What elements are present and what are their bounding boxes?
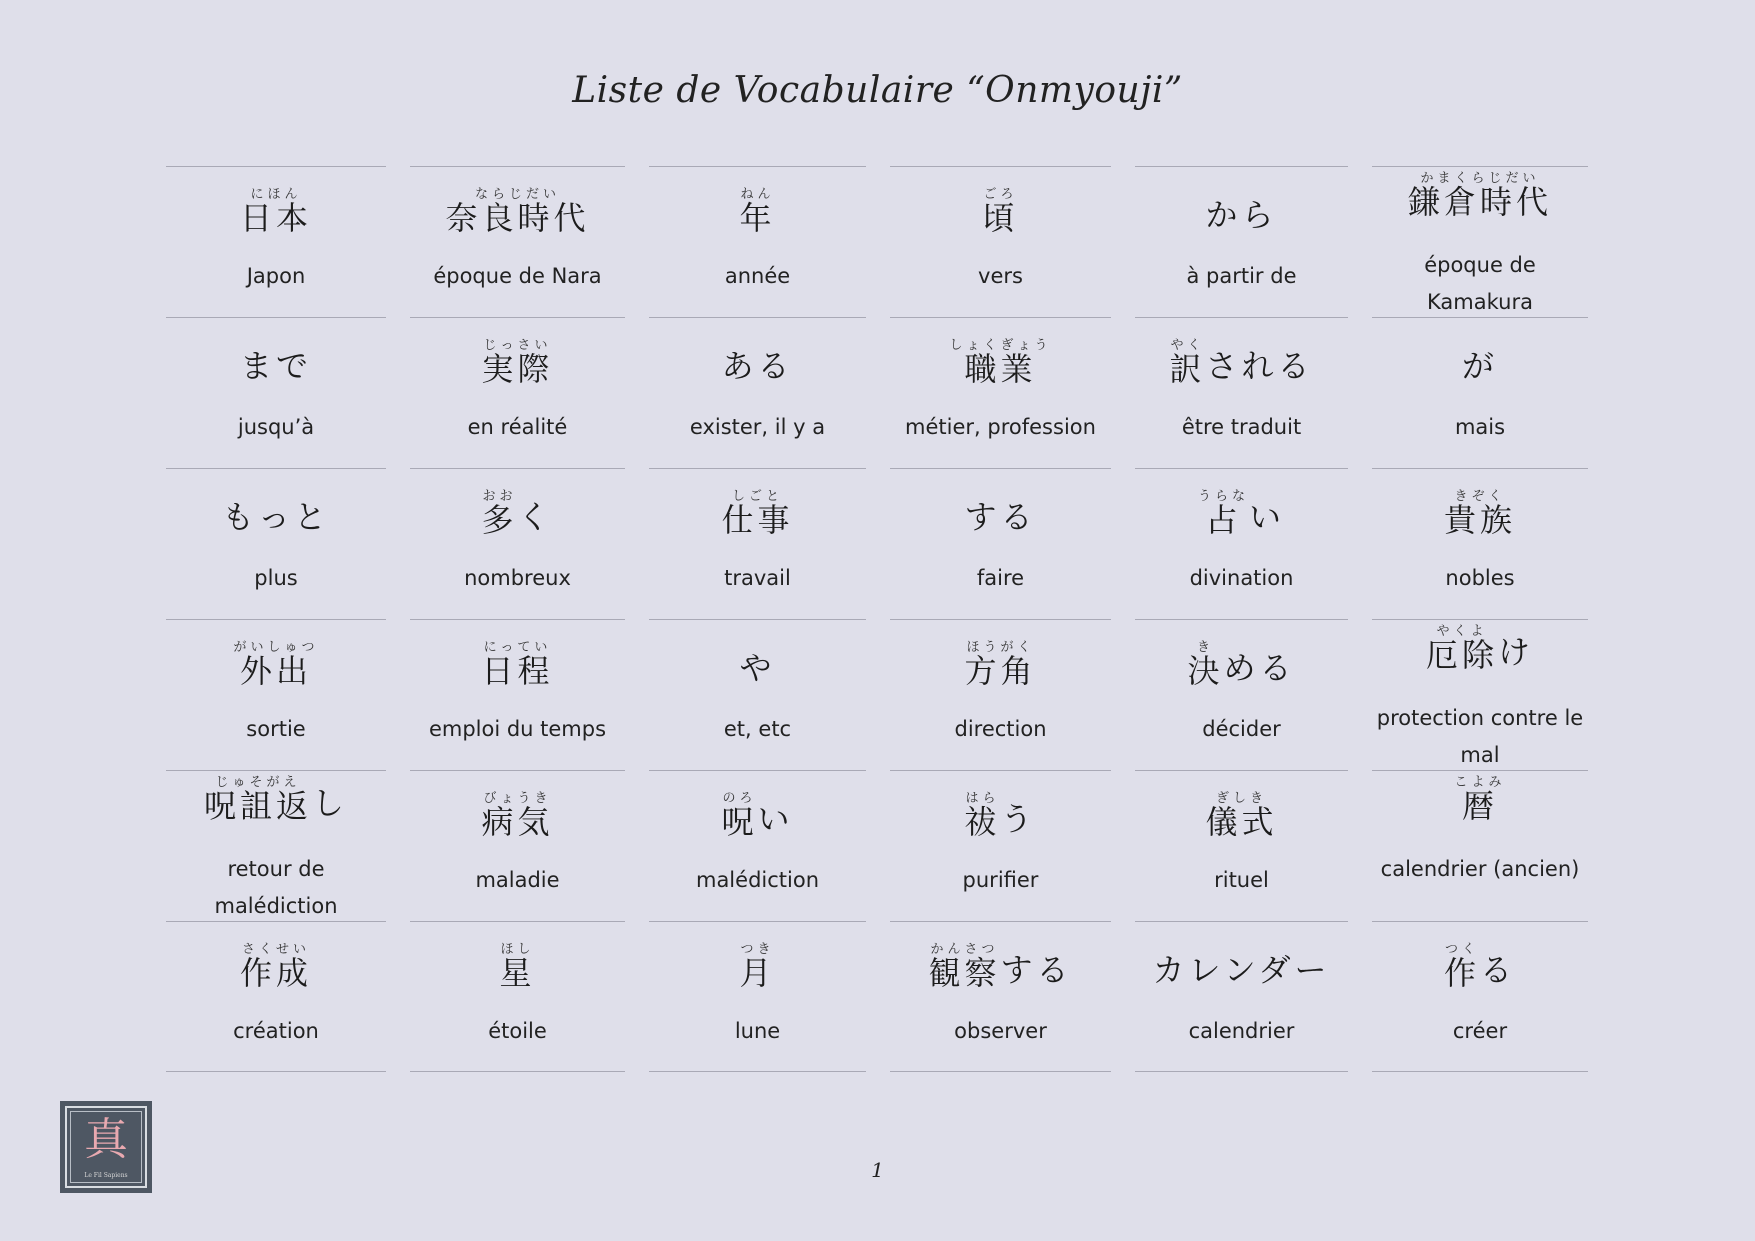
logo-kanji: 真 (84, 1114, 128, 1165)
vocab-cell (410, 468, 625, 618)
vocab-word (1135, 926, 1348, 1010)
vocab-meaning: purifier (962, 868, 1039, 892)
vocab-meaning: créer (1452, 1019, 1508, 1043)
vocab-kanji: 暦こよみ (1454, 775, 1506, 825)
vocab-kanji: カレンダー (1152, 951, 1331, 989)
furigana: おお (481, 489, 518, 504)
vocab-cell (890, 468, 1111, 618)
vocab-cell (166, 770, 386, 920)
vocab-cell (890, 921, 1111, 1072)
vocab-kanji: もっと (221, 498, 330, 536)
vocab-kanji: 呪のろ (721, 791, 758, 841)
furigana: うらな (1197, 489, 1249, 504)
vocab-meaning: année (724, 264, 791, 288)
vocab-meaning: époque de Kamakura (1424, 253, 1536, 314)
furigana: つき (739, 942, 776, 957)
vocab-cell (1372, 770, 1588, 920)
vocab-meaning: sortie (246, 717, 306, 741)
vocab-word (166, 926, 386, 1010)
vocab-kanji: 月つき (739, 942, 776, 992)
vocab-word (1372, 608, 1588, 692)
furigana: つく (1443, 942, 1480, 957)
vocab-word (166, 759, 386, 843)
vocab-kanji: 実際じっさい (481, 338, 554, 388)
vocab-meaning: nombreux (464, 566, 571, 590)
vocab-cell (410, 921, 625, 1072)
vocab-word (166, 322, 386, 406)
vocab-kanji: 厄除やくよ (1425, 624, 1498, 674)
vocab-word (890, 171, 1111, 255)
vocab-cell (1372, 468, 1588, 618)
vocab-cell (166, 317, 386, 467)
vocab-word (890, 624, 1111, 708)
vocab-kanji: 儀式ぎしき (1205, 791, 1278, 841)
vocab-kanji: 日程にってい (481, 640, 554, 690)
vocab-meaning: divination (1189, 566, 1294, 590)
furigana: ねん (739, 187, 776, 202)
vocab-cell (166, 921, 386, 1072)
vocab-word (1135, 624, 1348, 708)
vocab-meaning: exister, il y a (689, 415, 826, 439)
vocab-cell (649, 468, 866, 618)
vocab-cell (649, 921, 866, 1072)
vocab-meaning: lune (734, 1019, 781, 1043)
vocab-kanji: 星ほし (499, 942, 536, 992)
vocab-kanji: け (1498, 633, 1535, 671)
vocab-word (166, 473, 386, 557)
vocab-kanji: まで (239, 347, 312, 385)
vocab-word (1135, 775, 1348, 859)
vocab-word (649, 473, 866, 557)
vocab-kanji: 訳やく (1169, 338, 1206, 388)
vocab-kanji: 奈良時代ならじだい (445, 187, 590, 237)
vocab-cell (166, 166, 386, 316)
vocab-kanji: い (1249, 498, 1286, 536)
vocab-word (410, 775, 625, 859)
vocab-cell (649, 770, 866, 920)
vocab-kanji: 頃ごろ (982, 187, 1019, 237)
vocab-word (410, 322, 625, 406)
vocab-cell (1372, 317, 1588, 467)
vocab-kanji: 貴族きぞく (1443, 489, 1516, 539)
vocab-kanji: 作つく (1443, 942, 1480, 992)
vocab-meaning: calendrier (1188, 1019, 1295, 1043)
vocab-kanji: 年ねん (739, 187, 776, 237)
vocab-word (1135, 171, 1348, 255)
vocab-cell (410, 770, 625, 920)
furigana: やくよ (1425, 624, 1498, 639)
vocab-cell (410, 166, 625, 316)
furigana: のろ (721, 791, 758, 806)
vocab-cell (166, 619, 386, 769)
vocab-kanji: から (1205, 196, 1278, 234)
furigana: かんさつ (928, 942, 1001, 957)
vocab-cell (1372, 619, 1588, 769)
vocab-kanji: する (1000, 951, 1073, 989)
furigana: ほし (499, 942, 536, 957)
vocab-word (649, 775, 866, 859)
vocab-kanji: 仕事しごと (721, 489, 794, 539)
vocab-word (410, 473, 625, 557)
furigana: しごと (721, 489, 794, 504)
vocab-meaning: nobles (1445, 566, 1515, 590)
vocab-meaning: étoile (488, 1019, 547, 1043)
furigana: ほうがく (964, 640, 1037, 655)
vocab-kanji: く (517, 498, 554, 536)
vocab-cell (1135, 317, 1348, 467)
vocab-cell (410, 317, 625, 467)
vocab-kanji: 作成さくせい (239, 942, 312, 992)
vocab-cell (890, 317, 1111, 467)
vocab-cell (649, 317, 866, 467)
vocab-meaning: travail (724, 566, 791, 590)
vocab-meaning: décider (1202, 717, 1281, 741)
furigana: ならじだい (445, 187, 590, 202)
vocab-meaning: vers (978, 264, 1023, 288)
furigana: さくせい (239, 942, 312, 957)
vocab-kanji: 多おお (481, 489, 518, 539)
vocab-cell (1135, 166, 1348, 316)
vocab-kanji: する (964, 498, 1037, 536)
vocab-meaning: époque de Nara (433, 264, 602, 288)
furigana: ごろ (982, 187, 1019, 202)
furigana: じゅそがえ (203, 775, 312, 790)
furigana: しょくぎょう (949, 338, 1052, 353)
vocab-kanji: 日本にほん (239, 187, 312, 237)
logo-caption: Le Fil Sapiens (84, 1172, 128, 1179)
vocab-kanji: い (757, 800, 794, 838)
vocab-word (410, 926, 625, 1010)
vocab-word (649, 926, 866, 1010)
vocab-word (1372, 926, 1588, 1010)
vocab-meaning: et, etc (723, 717, 792, 741)
vocab-kanji: 病気びょうき (481, 791, 554, 841)
vocab-word (410, 171, 625, 255)
vocab-kanji: される (1205, 347, 1314, 385)
vocab-meaning: Japon (246, 264, 306, 288)
vocab-word (1372, 473, 1588, 557)
vocab-word (166, 624, 386, 708)
furigana: やく (1169, 338, 1206, 353)
vocab-meaning: direction (954, 717, 1047, 741)
furigana: かまくらじだい (1407, 171, 1552, 186)
vocab-word (649, 322, 866, 406)
vocab-kanji: 観察かんさつ (928, 942, 1001, 992)
vocab-cell (890, 166, 1111, 316)
vocab-meaning: maladie (475, 868, 560, 892)
vocab-word (410, 624, 625, 708)
vocab-cell (649, 166, 866, 316)
vocab-cell (410, 619, 625, 769)
vocab-kanji: る (1480, 951, 1517, 989)
vocab-cell (166, 468, 386, 618)
vocab-kanji: や (739, 649, 776, 687)
vocab-cell (890, 770, 1111, 920)
vocab-meaning: en réalité (467, 415, 568, 439)
vocab-meaning: observer (954, 1019, 1047, 1043)
vocabulary-grid (0, 166, 1755, 1072)
vocab-meaning: être traduit (1181, 415, 1302, 439)
vocab-kanji: 職業しょくぎょう (949, 338, 1052, 388)
vocab-cell (1372, 166, 1588, 316)
vocab-kanji: が (1461, 347, 1498, 385)
vocab-kanji: 呪詛返じゅそがえ (203, 775, 312, 825)
vocab-cell (890, 619, 1111, 769)
furigana: きぞく (1443, 489, 1516, 504)
vocab-meaning: mais (1454, 415, 1506, 439)
vocab-word (649, 171, 866, 255)
vocab-cell (649, 619, 866, 769)
vocab-word (1135, 473, 1348, 557)
vocab-meaning: jusqu’à (237, 415, 315, 439)
vocab-kanji: 鎌倉時代かまくらじだい (1407, 171, 1552, 221)
vocab-meaning: malédiction (695, 868, 820, 892)
vocab-meaning: calendrier (ancien) (1380, 857, 1580, 881)
furigana: はら (964, 791, 1001, 806)
vocab-word (890, 926, 1111, 1010)
vocab-kanji: 方角ほうがく (964, 640, 1037, 690)
vocab-meaning: création (233, 1019, 319, 1043)
page-number: 1 (871, 1158, 884, 1182)
vocab-word (890, 473, 1111, 557)
vocab-kanji: 祓はら (964, 791, 1001, 841)
furigana: にってい (481, 640, 554, 655)
vocab-word (1372, 322, 1588, 406)
vocab-cell (1135, 921, 1348, 1072)
vocab-meaning: rituel (1214, 868, 1269, 892)
vocab-meaning: retour de malédiction (214, 857, 338, 918)
vocab-kanji: し (312, 784, 349, 822)
vocab-kanji: 外出がいしゅつ (233, 640, 319, 690)
vocab-meaning: métier, profession (905, 415, 1096, 439)
furigana: がいしゅつ (233, 640, 319, 655)
furigana: じっさい (481, 338, 554, 353)
vocab-meaning: faire (976, 566, 1025, 590)
vocab-kanji: 決き (1187, 640, 1224, 690)
vocab-cell (1372, 921, 1588, 1072)
furigana: き (1187, 640, 1224, 655)
vocab-kanji: める (1223, 649, 1296, 687)
furigana: ぎしき (1205, 791, 1278, 806)
vocab-cell (1135, 619, 1348, 769)
vocab-word (1372, 759, 1588, 843)
vocab-word (890, 322, 1111, 406)
vocab-kanji: ある (721, 347, 794, 385)
furigana: びょうき (481, 791, 554, 806)
page-title: Liste de Vocabulaire “Onmyouji” (572, 70, 1183, 111)
vocab-word (1372, 155, 1588, 239)
vocab-word (1135, 322, 1348, 406)
furigana: にほん (239, 187, 312, 202)
furigana: こよみ (1454, 775, 1506, 790)
vocab-meaning: protection contre le mal (1376, 706, 1584, 767)
vocab-kanji: 占うらな (1197, 489, 1249, 539)
vocab-word (166, 171, 386, 255)
vocab-cell (1135, 468, 1348, 618)
vocab-meaning: plus (254, 566, 298, 590)
vocab-kanji: う (1000, 800, 1037, 838)
vocab-cell (1135, 770, 1348, 920)
vocab-meaning: à partir de (1186, 264, 1297, 288)
vocab-word (649, 624, 866, 708)
vocab-meaning: emploi du temps (428, 717, 607, 741)
vocab-word (890, 775, 1111, 859)
